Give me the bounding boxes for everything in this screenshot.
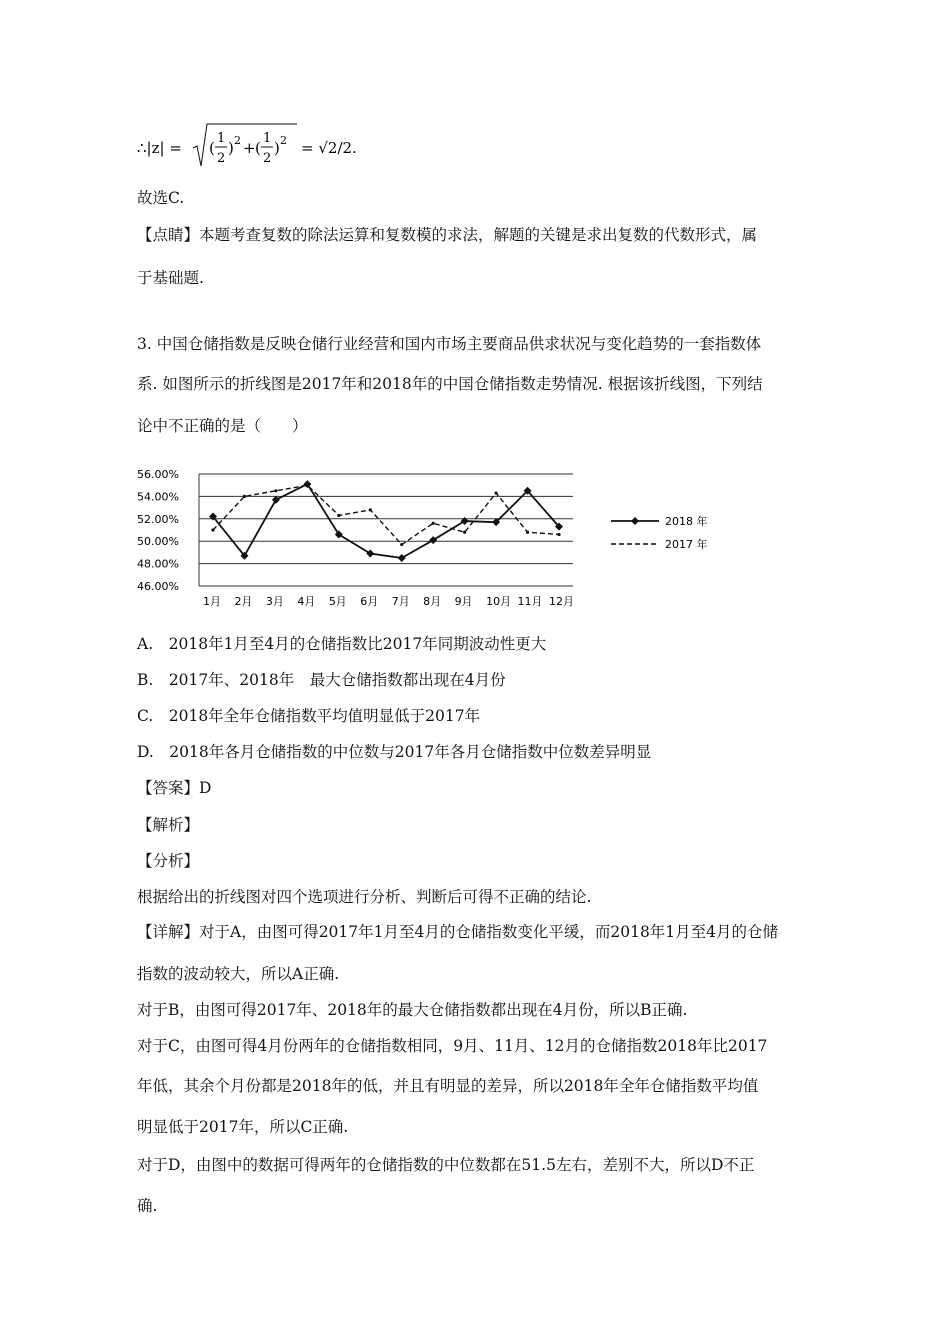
data-point-2018	[461, 517, 469, 525]
y-tick-label: 48.00%	[137, 557, 179, 571]
text-line: 【详解】对于A，由图可得2017年1月至4月的仓储指数变化平缓，而2018年1月至4月的仓储	[137, 923, 779, 941]
svg-text:+: +	[243, 139, 256, 157]
frac2-num: 1	[263, 131, 272, 146]
data-point-2017	[274, 489, 277, 492]
data-point-2018	[398, 554, 406, 562]
option-d: D. 2018年各月仓储指数的中位数与2017年各月仓储指数中位数差异明显	[137, 743, 652, 761]
line-chart	[137, 458, 737, 618]
data-point-2017	[526, 531, 529, 534]
svg-text:): )	[228, 139, 234, 157]
x-tick-label: 2月	[234, 595, 253, 608]
text-line: 【点睛】本题考查复数的除法运算和复数模的求法，解题的关键是求出复数的代数形式，属	[137, 226, 758, 244]
data-point-2017	[400, 543, 403, 546]
option-c: C. 2018年全年仓储指数平均值明显低于2017年	[137, 707, 481, 725]
y-tick-label: 54.00%	[137, 490, 179, 504]
y-tick-label: 56.00%	[137, 468, 179, 481]
x-tick-label: 4月	[297, 595, 316, 608]
formula-prefix: ∴|z| =	[137, 139, 182, 157]
exp1: 2	[234, 134, 241, 147]
y-tick-label: 52.00%	[137, 512, 179, 526]
text-line: 指数的波动较大，所以A正确.	[137, 965, 340, 983]
text-line: 明显低于2017年，所以C正确.	[137, 1118, 349, 1136]
text-line: 根据给出的折线图对四个选项进行分析、判断后可得不正确的结论.	[137, 888, 592, 906]
data-point-2017	[557, 533, 560, 536]
answer: 【答案】D	[137, 779, 212, 797]
data-point-2017	[494, 491, 497, 494]
svg-text:(: (	[255, 139, 261, 157]
svg-text:(: (	[209, 139, 215, 157]
data-point-2018	[272, 496, 280, 504]
text-line: 年低，其余个月份都是2018年的低，并且有明显的差异，所以2018年全年仓储指数平均值	[137, 1077, 759, 1095]
x-tick-label: 8月	[423, 595, 442, 608]
question-line: 3. 中国仓储指数是反映仓储行业经营和国内市场主要商品供求状况与变化趋势的一套指数体	[137, 335, 762, 353]
frac2-den: 2	[263, 151, 272, 166]
legend-marker-2018	[631, 517, 639, 525]
data-point-2017	[243, 495, 246, 498]
text-line: 对于D，由图中的数据可得两年的仓储指数的中位数都在51.5左右，差别不大，所以D不正	[137, 1156, 755, 1174]
formula-suffix: = √2/2.	[301, 139, 357, 157]
question-line: 论中不正确的是（ ）	[137, 417, 308, 435]
text-line: 对于C，由图可得4月份两年的仓储指数相同，9月、11月、12月的仓储指数2018年比2017	[137, 1037, 768, 1055]
x-tick-label: 12月	[549, 595, 574, 608]
x-tick-label: 7月	[391, 595, 410, 608]
option-a: A. 2018年1月至4月的仓储指数比2017年同期波动性更大	[137, 635, 547, 653]
x-tick-label: 10月	[486, 595, 512, 608]
y-tick-label: 50.00%	[137, 535, 179, 549]
y-tick-label: 46.00%	[137, 580, 179, 593]
data-point-2017	[369, 508, 372, 511]
data-point-2017	[432, 522, 435, 525]
option-b: B. 2017年、2018年 最大仓储指数都出现在4月份	[137, 671, 506, 689]
exp2: 2	[280, 134, 287, 147]
analysis-heading: 【解析】	[137, 816, 200, 834]
text-line: 确.	[137, 1197, 158, 1215]
x-tick-label: 9月	[454, 595, 473, 608]
data-point-2017	[211, 528, 214, 531]
analysis-subheading: 【分析】	[137, 852, 200, 870]
text-line: 对于B，由图可得2017年、2018年的最大仓储指数都出现在4月份，所以B正确.	[137, 1001, 688, 1019]
x-tick-label: 5月	[328, 595, 347, 608]
x-tick-label: 6月	[360, 595, 379, 608]
frac1-den: 2	[217, 151, 226, 166]
chart-svg	[137, 458, 737, 618]
legend-label-2017: 2017 年	[665, 538, 708, 551]
series-line-2018	[213, 484, 559, 558]
legend-label-2018: 2018 年	[665, 515, 708, 528]
text-line: 于基础题.	[137, 269, 204, 287]
data-point-2017	[463, 531, 466, 534]
formula-svg	[137, 118, 357, 178]
question-line: 系. 如图所示的折线图是2017年和2018年的中国仓储指数走势情况. 根据该折线图，下列结	[137, 375, 763, 393]
x-tick-label: 1月	[203, 595, 221, 608]
data-point-2017	[306, 484, 309, 487]
svg-text:): )	[274, 139, 280, 157]
data-point-2017	[337, 514, 340, 517]
modulus-formula	[137, 118, 357, 178]
x-tick-label: 11月	[517, 595, 543, 608]
series-line-2017	[213, 485, 559, 544]
frac1-num: 1	[217, 131, 226, 146]
data-point-2018	[366, 550, 374, 558]
x-tick-label: 3月	[265, 595, 284, 608]
data-point-2018	[429, 536, 437, 544]
text-line: 故选C.	[137, 189, 185, 207]
